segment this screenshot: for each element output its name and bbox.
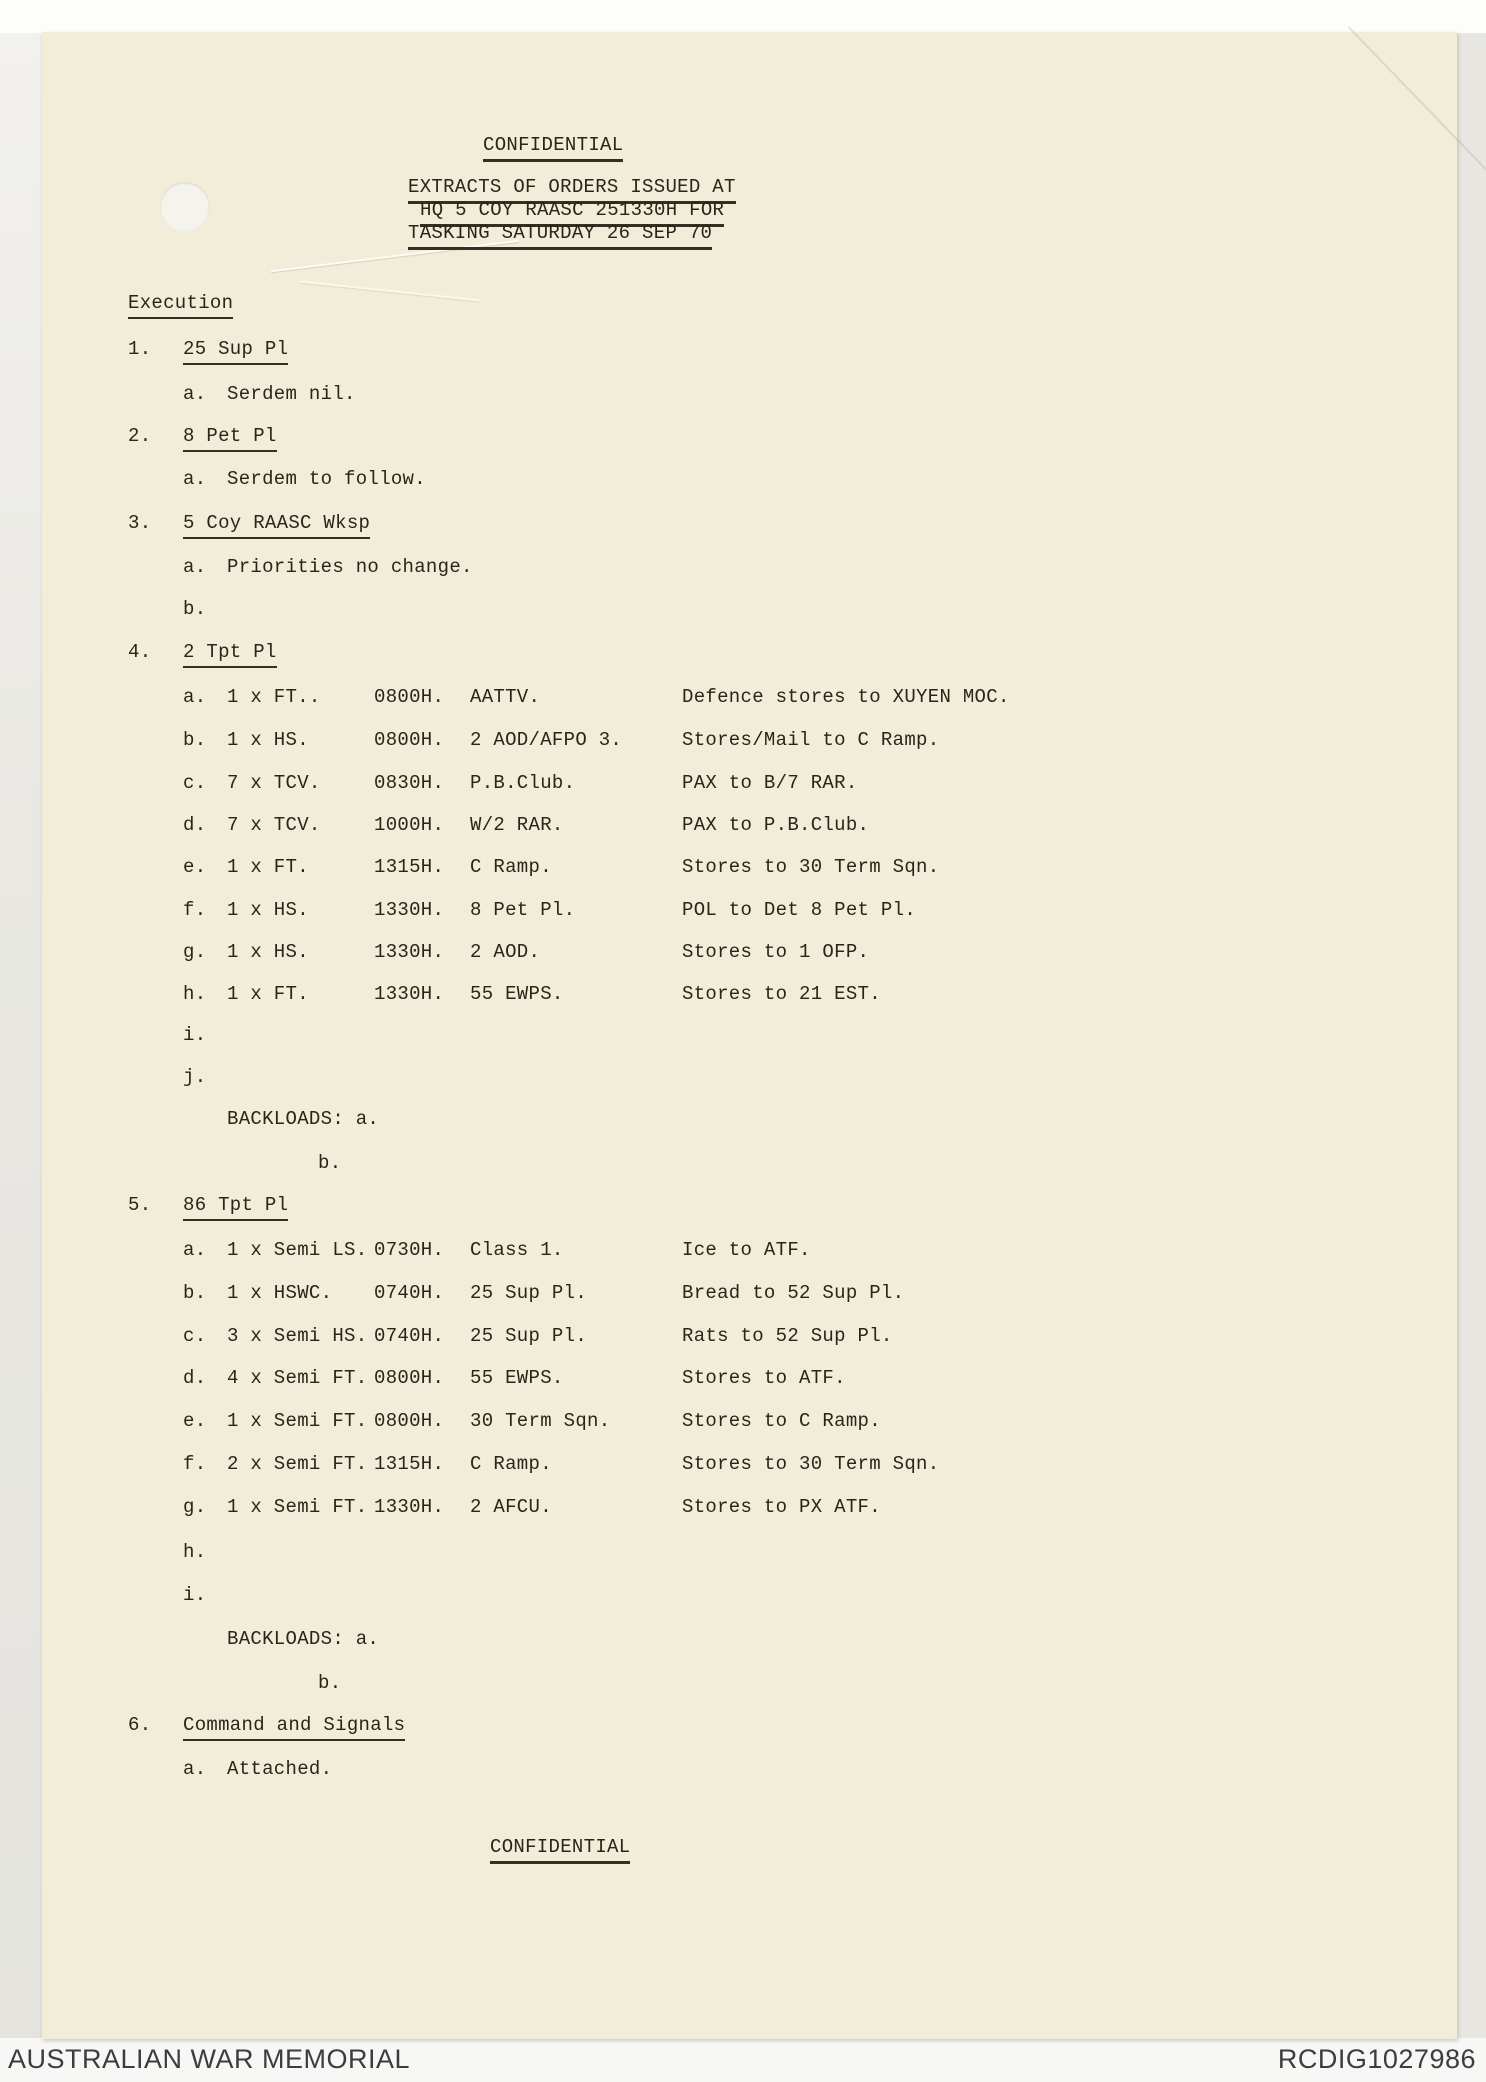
item-1-title: 25 Sup Pl (183, 338, 288, 365)
task-row-letter: c. (183, 772, 207, 794)
task-row-letter: c. (183, 1325, 207, 1347)
task-row-vehicle: 1 x HS. (227, 899, 309, 921)
item-3-number: 3. (128, 512, 152, 534)
task-row-time: 1330H. (374, 1496, 445, 1518)
task-row-description: Stores/Mail to C Ramp. (682, 729, 940, 751)
record-id-label: RCDIG1027986 (1277, 2044, 1476, 2074)
task-row-description: Stores to 21 EST. (682, 983, 881, 1005)
task-row-vehicle: 3 x Semi HS. (227, 1325, 368, 1347)
task-row-description: Stores to 1 OFP. (682, 941, 870, 963)
item-1-number: 1. (128, 338, 152, 360)
task-row-vehicle: 1 x HSWC. (227, 1282, 333, 1304)
task-row-destination: 2 AFCU. (470, 1496, 552, 1518)
classification-banner-top: CONFIDENTIAL (483, 134, 623, 162)
item-2-sub-a-letter: a. (183, 468, 207, 490)
item-4-backloads-b: b. (318, 1152, 342, 1174)
item-1-sub-a-letter: a. (183, 383, 207, 405)
task-row-letter: h. (183, 983, 207, 1005)
archive-name-label: AUSTRALIAN WAR MEMORIAL (8, 2044, 411, 2074)
task-row-time: 1330H. (374, 899, 445, 921)
top-background-strip (0, 0, 1486, 33)
item-5-empty-sub-h: h. (183, 1541, 207, 1563)
task-row-time: 0800H. (374, 1410, 445, 1432)
task-row-description: Stores to C Ramp. (682, 1410, 881, 1432)
task-row-description: Stores to PX ATF. (682, 1496, 881, 1518)
order-title-line-3: TASKING SATURDAY 26 SEP 70 (408, 222, 712, 250)
task-row-destination: 55 EWPS. (470, 1367, 564, 1389)
task-row-time: 0800H. (374, 686, 445, 708)
item-2-title: 8 Pet Pl (183, 425, 277, 452)
task-row-letter: b. (183, 1282, 207, 1304)
task-row-description: Stores to 30 Term Sqn. (682, 856, 940, 878)
task-row-letter: e. (183, 856, 207, 878)
task-row-destination: P.B.Club. (470, 772, 576, 794)
task-row-vehicle: 2 x Semi FT. (227, 1453, 368, 1475)
item-3-sub-a-text: Priorities no change. (227, 556, 473, 578)
task-row-destination: 2 AOD/AFPO 3. (470, 729, 623, 751)
task-row-description: Defence stores to XUYEN MOC. (682, 686, 1010, 708)
item-5-backloads-label: BACKLOADS: a. (227, 1628, 380, 1650)
task-row-letter: f. (183, 1453, 207, 1475)
task-row-vehicle: 7 x TCV. (227, 772, 321, 794)
task-row-description: Stores to 30 Term Sqn. (682, 1453, 940, 1475)
task-row-description: Ice to ATF. (682, 1239, 811, 1261)
hole-punch (160, 182, 210, 232)
task-row-time: 0800H. (374, 729, 445, 751)
task-row-time: 1330H. (374, 983, 445, 1005)
task-row-letter: f. (183, 899, 207, 921)
task-row-vehicle: 1 x FT.. (227, 686, 321, 708)
task-row-vehicle: 1 x FT. (227, 856, 309, 878)
task-row-time: 0730H. (374, 1239, 445, 1261)
task-row-letter: a. (183, 1239, 207, 1261)
task-row-time: 1315H. (374, 1453, 445, 1475)
task-row-destination: 55 EWPS. (470, 983, 564, 1005)
item-4-empty-sub-i: i. (183, 1024, 207, 1046)
item-6-number: 6. (128, 1714, 152, 1736)
task-row-destination: 25 Sup Pl. (470, 1325, 588, 1347)
task-row-vehicle: 1 x FT. (227, 983, 309, 1005)
task-row-letter: g. (183, 1496, 207, 1518)
item-6-sub-a-text: Attached. (227, 1758, 333, 1780)
task-row-destination: 25 Sup Pl. (470, 1282, 588, 1304)
item-2-number: 2. (128, 425, 152, 447)
task-row-time: 1315H. (374, 856, 445, 878)
task-row-description: Bread to 52 Sup Pl. (682, 1282, 905, 1304)
task-row-destination: 30 Term Sqn. (470, 1410, 611, 1432)
task-row-letter: g. (183, 941, 207, 963)
task-row-destination: W/2 RAR. (470, 814, 564, 836)
item-1-sub-a-text: Serdem nil. (227, 383, 356, 405)
task-row-vehicle: 4 x Semi FT. (227, 1367, 368, 1389)
order-title-line-2: HQ 5 COY RAASC 251330H FOR (420, 199, 724, 227)
task-row-description: Rats to 52 Sup Pl. (682, 1325, 893, 1347)
task-row-time: 1330H. (374, 941, 445, 963)
task-row-time: 0830H. (374, 772, 445, 794)
item-6-title: Command and Signals (183, 1714, 405, 1741)
left-background-strip (0, 33, 42, 2038)
task-row-time: 1000H. (374, 814, 445, 836)
task-row-destination: C Ramp. (470, 856, 552, 878)
item-5-empty-sub-i: i. (183, 1584, 207, 1606)
task-row-destination: AATTV. (470, 686, 541, 708)
task-row-letter: d. (183, 814, 207, 836)
item-4-title: 2 Tpt Pl (183, 641, 277, 668)
task-row-description: PAX to P.B.Club. (682, 814, 870, 836)
task-row-destination: C Ramp. (470, 1453, 552, 1475)
task-row-time: 0800H. (374, 1367, 445, 1389)
task-row-letter: b. (183, 729, 207, 751)
item-4-empty-sub-j: j. (183, 1066, 207, 1088)
item-5-number: 5. (128, 1194, 152, 1216)
task-row-vehicle: 1 x Semi FT. (227, 1410, 368, 1432)
classification-banner-bottom: CONFIDENTIAL (490, 1836, 630, 1864)
item-3-title: 5 Coy RAASC Wksp (183, 512, 370, 539)
task-row-letter: d. (183, 1367, 207, 1389)
task-row-destination: 8 Pet Pl. (470, 899, 576, 921)
task-row-description: Stores to ATF. (682, 1367, 846, 1389)
task-row-vehicle: 1 x HS. (227, 729, 309, 751)
task-row-time: 0740H. (374, 1325, 445, 1347)
item-4-backloads-label: BACKLOADS: a. (227, 1108, 380, 1130)
item-4-number: 4. (128, 641, 152, 663)
item-3-sub-b-letter: b. (183, 598, 207, 620)
execution-heading: Execution (128, 292, 233, 319)
task-row-vehicle: 1 x Semi FT. (227, 1496, 368, 1518)
task-row-description: PAX to B/7 RAR. (682, 772, 858, 794)
item-2-sub-a-text: Serdem to follow. (227, 468, 426, 490)
task-row-letter: a. (183, 686, 207, 708)
task-row-description: POL to Det 8 Pet Pl. (682, 899, 917, 921)
item-5-title: 86 Tpt Pl (183, 1194, 288, 1221)
item-6-sub-a-letter: a. (183, 1758, 207, 1780)
order-title-line-1: EXTRACTS OF ORDERS ISSUED AT (408, 176, 736, 204)
task-row-vehicle: 7 x TCV. (227, 814, 321, 836)
task-row-time: 0740H. (374, 1282, 445, 1304)
task-row-letter: e. (183, 1410, 207, 1432)
item-5-backloads-b: b. (318, 1672, 342, 1694)
task-row-vehicle: 1 x HS. (227, 941, 309, 963)
task-row-vehicle: 1 x Semi LS. (227, 1239, 368, 1261)
item-3-sub-a-letter: a. (183, 556, 207, 578)
task-row-destination: Class 1. (470, 1239, 564, 1261)
task-row-destination: 2 AOD. (470, 941, 541, 963)
